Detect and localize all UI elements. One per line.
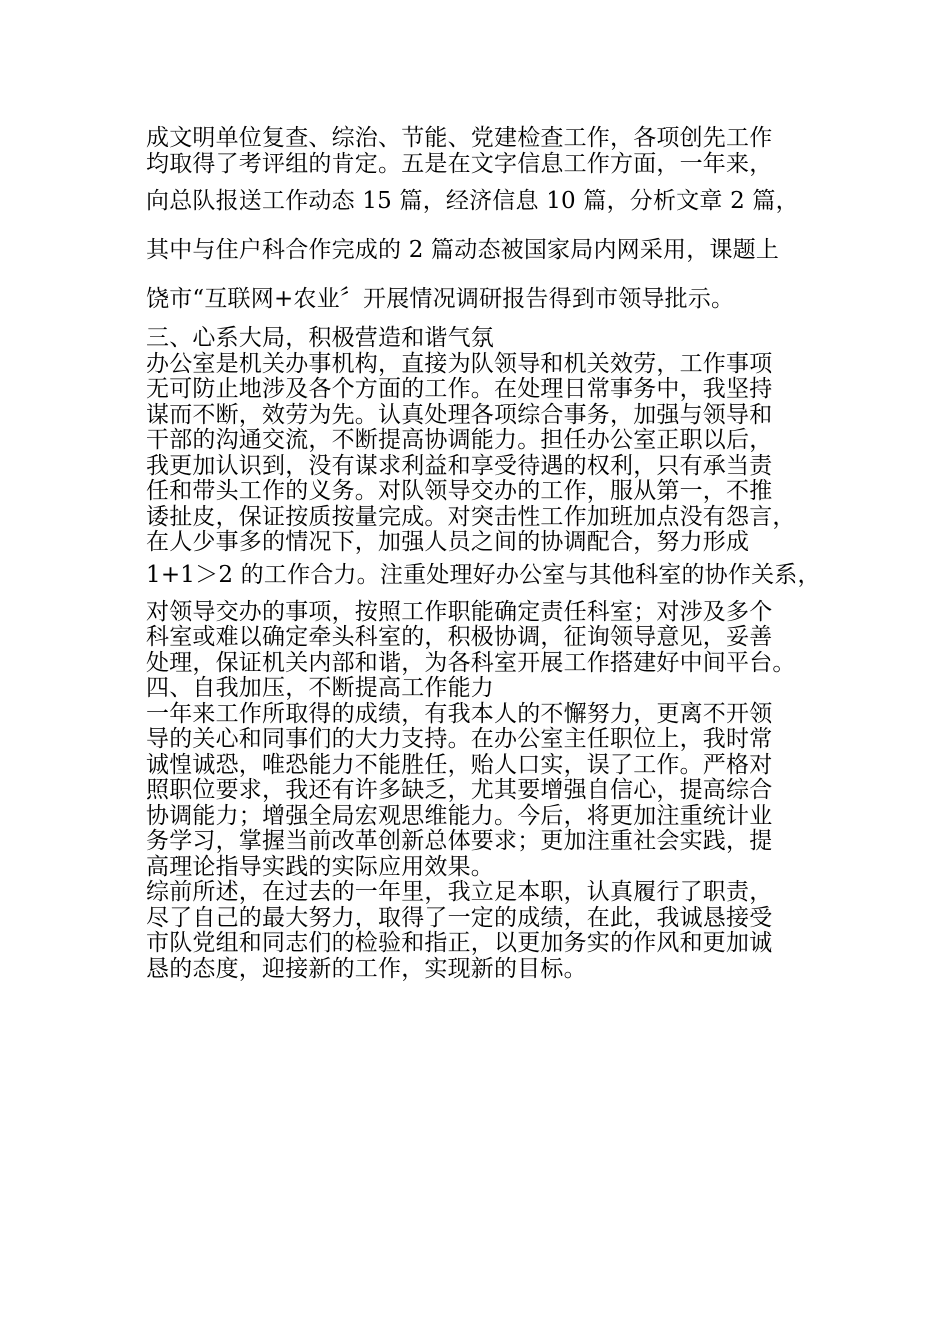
body-text-line: 导的关心和同事们的大力支持。在办公室主任职位上，我时常	[146, 726, 773, 752]
body-text-line: 我更加认识到，没有谋求利益和享受待遇的权利，只有承当责	[146, 453, 773, 479]
section-heading: 四、自我加压，不断提高工作能力	[146, 675, 494, 701]
body-text-line: 务学习，掌握当前改革创新总体要求；更加注重社会实践，提	[146, 828, 773, 854]
body-text-line: 尽了自己的最大努力，取得了一定的成绩，在此，我诚恳接受	[146, 905, 773, 931]
body-text-line: 办公室是机关办事机构，直接为队领导和机关效劳，工作事项	[146, 351, 773, 377]
body-text-line: 其中与住户科合作完成的 2 篇动态被国家局内网采用，课题上	[146, 237, 780, 263]
body-text-line: 1+1＞2 的工作合力。注重处理好办公室与其他科室的协作关系，	[146, 562, 821, 588]
body-text-line: 饶市“互联网+农业〞开展情况调研报告得到市领导批示。	[146, 286, 735, 312]
body-text-line: 均取得了考评组的肯定。五是在文字信息工作方面，一年来，	[146, 151, 773, 177]
body-text-line: 处理，保证机关内部和谐，为各科室开展工作搭建好中间平台。	[146, 650, 796, 676]
body-text-line: 一年来工作所取得的成绩，有我本人的不懈努力，更离不开领	[146, 701, 773, 727]
body-text-line: 市队党组和同志们的检验和指正，以更加务实的作风和更加诚	[146, 930, 773, 956]
body-text-line: 诚惶诚恐，唯恐能力不能胜任，贻人口实，误了工作。严格对	[146, 752, 773, 778]
body-text-line: 无可防止地涉及各个方面的工作。在处理日常事务中，我坚持	[146, 376, 773, 402]
body-text-line: 综前所述，在过去的一年里，我立足本职，认真履行了职责，	[146, 879, 773, 905]
body-text-line: 对领导交办的事项，按照工作职能确定责任科室；对涉及多个	[146, 599, 773, 625]
body-text-line: 诿扯皮，保证按质按量完成。对突击性工作加班加点没有怨言，	[146, 504, 796, 530]
section-heading: 三、心系大局，积极营造和谐气氛	[146, 325, 494, 351]
body-text-line: 谋而不断，效劳为先。认真处理各项综合事务，加强与领导和	[146, 402, 773, 428]
body-text-line: 协调能力；增强全局宏观思维能力。今后，将更加注重统计业	[146, 803, 773, 829]
body-text-line: 照职位要求，我还有许多缺乏，尤其要增强自信心，提高综合	[146, 777, 773, 803]
body-text-line: 成文明单位复查、综治、节能、党建检查工作，各项创先工作	[146, 125, 773, 151]
body-text-line: 任和带头工作的义务。对队领导交办的工作，服从第一，不推	[146, 478, 773, 504]
body-text-line: 高理论指导实践的实际应用效果。	[146, 854, 494, 880]
body-text-line: 在人少事多的情况下，加强人员之间的协调配合，努力形成	[146, 529, 750, 555]
body-text-line: 科室或难以确定牵头科室的，积极协调，征询领导意见，妥善	[146, 624, 773, 650]
body-text-line: 干部的沟通交流，不断提高协调能力。担任办公室正职以后，	[146, 427, 773, 453]
body-text-line: 向总队报送工作动态 15 篇，经济信息 10 篇，分析文章 2 篇，	[146, 188, 799, 214]
body-text-line: 恳的态度，迎接新的工作，实现新的目标。	[146, 956, 587, 982]
